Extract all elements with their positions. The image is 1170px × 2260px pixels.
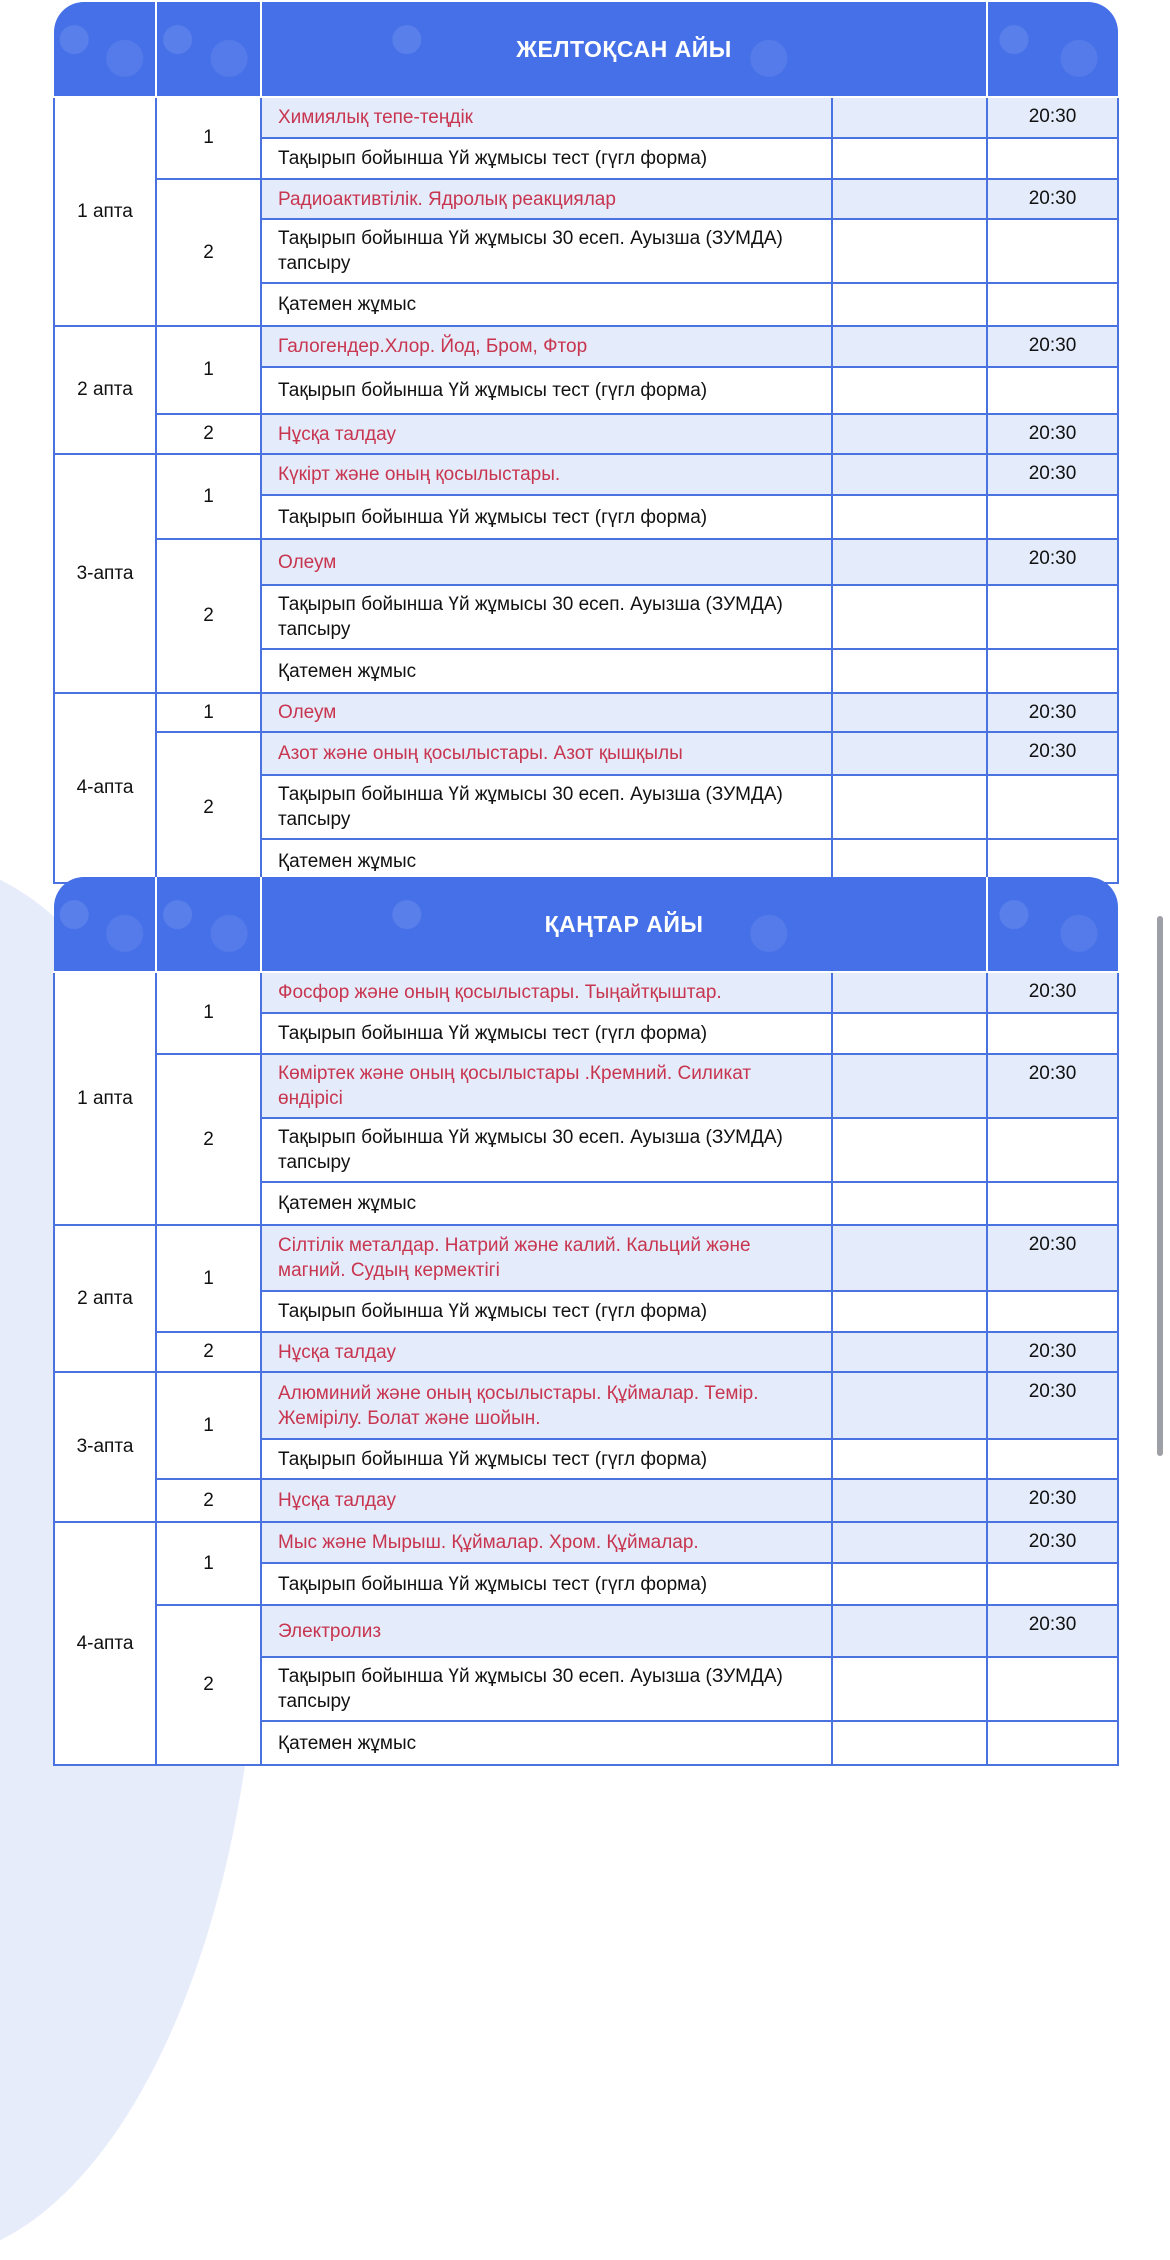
lesson-topic: Радиоактивтілік. Ядролық реакциялар: [261, 179, 832, 219]
lesson-number: 1: [156, 972, 261, 1054]
homework-text: Тақырып бойынша Үй жұмысы тест (гүгл форма): [261, 1563, 832, 1605]
lesson-time: 20:30: [987, 1225, 1118, 1291]
lesson-number: 2: [156, 414, 261, 454]
lesson-time: 20:30: [987, 97, 1118, 138]
lesson-row: [54, 1054, 1118, 1118]
lesson-number: 1: [156, 693, 261, 732]
error-work-text: Қатемен жұмыс: [261, 1721, 832, 1765]
month-header: [54, 877, 1118, 972]
lesson-row: [54, 1332, 1118, 1372]
lesson-row: [54, 1372, 1118, 1439]
homework-text: Тақырып бойынша Үй жұмысы тест (гүгл форма): [261, 495, 832, 539]
lesson-row: [54, 732, 1118, 775]
month-title: ҚАҢТАР АЙЫ: [261, 877, 987, 972]
homework-text: Тақырып бойынша Үй жұмысы 30 есеп. Ауызша (ЗУМДА) тапсыру: [261, 1118, 832, 1182]
lesson-number: 1: [156, 1225, 261, 1332]
lesson-time: 20:30: [987, 539, 1118, 585]
lesson-topic: Нұсқа талдау: [261, 414, 832, 454]
homework-text: Тақырып бойынша Үй жұмысы тест (гүгл форма): [261, 367, 832, 414]
lesson-row: [54, 1605, 1118, 1657]
lesson-row: [54, 693, 1118, 732]
week-label: 1 апта: [54, 97, 156, 326]
week-label: 1 апта: [54, 972, 156, 1225]
homework-text: Тақырып бойынша Үй жұмысы 30 есеп. Ауызша (ЗУМДА) тапсыру: [261, 1657, 832, 1721]
lesson-number: 1: [156, 1522, 261, 1605]
lesson-topic: Олеум: [261, 539, 832, 585]
lesson-row: [54, 326, 1118, 367]
lesson-time: 20:30: [987, 326, 1118, 367]
lesson-topic: Фосфор және оның қосылыстары. Тыңайтқыштар.: [261, 972, 832, 1013]
lesson-time: 20:30: [987, 1332, 1118, 1372]
week-label: 3-апта: [54, 1372, 156, 1522]
scrollbar[interactable]: [1157, 916, 1163, 1456]
lesson-time: 20:30: [987, 1605, 1118, 1657]
lesson-number: 1: [156, 454, 261, 539]
week-label: 4-апта: [54, 693, 156, 883]
december-schedule-table: [53, 2, 1119, 884]
error-work-text: Қатемен жұмыс: [261, 649, 832, 693]
lesson-row: [54, 179, 1118, 219]
lesson-topic: Алюминий және оның қосылыстары. Құймалар. Темір. Жемірілу. Болат және шойын.: [261, 1372, 832, 1439]
week-label: 4-апта: [54, 1522, 156, 1765]
lesson-number: 1: [156, 97, 261, 179]
lesson-row: [54, 97, 1118, 138]
week-label: 2 апта: [54, 326, 156, 454]
week-label: 2 апта: [54, 1225, 156, 1372]
lesson-topic: Азот және оның қосылыстары. Азот қышқылы: [261, 732, 832, 775]
error-work-text: Қатемен жұмыс: [261, 839, 832, 883]
lesson-time: 20:30: [987, 1479, 1118, 1522]
lesson-number: 2: [156, 1054, 261, 1225]
lesson-row: [54, 454, 1118, 495]
lesson-row: [54, 414, 1118, 454]
lesson-topic: Химиялық тепе-теңдік: [261, 97, 832, 138]
january-schedule-table: [53, 877, 1119, 1766]
lesson-time: 20:30: [987, 414, 1118, 454]
homework-text: Тақырып бойынша Үй жұмысы тест (гүгл форма): [261, 138, 832, 179]
lesson-time: 20:30: [987, 693, 1118, 732]
lesson-number: 2: [156, 1479, 261, 1522]
lesson-number: 2: [156, 539, 261, 693]
lesson-topic: Көміртек және оның қосылыстары .Кремний. Силикат өндірісі: [261, 1054, 832, 1118]
lesson-row: [54, 972, 1118, 1013]
lesson-number: 1: [156, 326, 261, 414]
lesson-row: [54, 1522, 1118, 1563]
lesson-time: 20:30: [987, 972, 1118, 1013]
homework-text: Тақырып бойынша Үй жұмысы 30 есеп. Ауызша (ЗУМДА) тапсыру: [261, 585, 832, 649]
lesson-topic: Күкірт және оның қосылыстары.: [261, 454, 832, 495]
homework-text: Тақырып бойынша Үй жұмысы тест (гүгл форма): [261, 1439, 832, 1479]
lesson-number: 2: [156, 1332, 261, 1372]
lesson-row: [54, 1225, 1118, 1291]
month-header: [54, 2, 1118, 97]
lesson-time: 20:30: [987, 454, 1118, 495]
homework-text: Тақырып бойынша Үй жұмысы 30 есеп. Ауызша (ЗУМДА) тапсыру: [261, 219, 832, 283]
homework-text: Тақырып бойынша Үй жұмысы тест (гүгл форма): [261, 1291, 832, 1332]
lesson-time: 20:30: [987, 1372, 1118, 1439]
month-title: ЖЕЛТОҚСАН АЙЫ: [261, 2, 987, 97]
lesson-time: 20:30: [987, 732, 1118, 775]
error-work-text: Қатемен жұмыс: [261, 1182, 832, 1225]
lesson-topic: Нұсқа талдау: [261, 1332, 832, 1372]
lesson-number: 2: [156, 732, 261, 883]
lesson-topic: Галогендер.Хлор. Йод, Бром, Фтор: [261, 326, 832, 367]
lesson-topic: Мыс және Мырыш. Құймалар. Хром. Құймалар.: [261, 1522, 832, 1563]
homework-text: Тақырып бойынша Үй жұмысы 30 есеп. Ауызша (ЗУМДА) тапсыру: [261, 775, 832, 839]
lesson-topic: Электролиз: [261, 1605, 832, 1657]
lesson-topic: Олеум: [261, 693, 832, 732]
lesson-topic: Сілтілік металдар. Натрий және калий. Кальций және магний. Судың кермектігі: [261, 1225, 832, 1291]
lesson-topic: Нұсқа талдау: [261, 1479, 832, 1522]
lesson-number: 2: [156, 179, 261, 326]
week-label: 3-апта: [54, 454, 156, 693]
lesson-row: [54, 1479, 1118, 1522]
lesson-row: [54, 539, 1118, 585]
homework-text: Тақырып бойынша Үй жұмысы тест (гүгл форма): [261, 1013, 832, 1054]
lesson-number: 1: [156, 1372, 261, 1479]
lesson-time: 20:30: [987, 1522, 1118, 1563]
lesson-time: 20:30: [987, 179, 1118, 219]
lesson-number: 2: [156, 1605, 261, 1765]
error-work-text: Қатемен жұмыс: [261, 283, 832, 326]
lesson-time: 20:30: [987, 1054, 1118, 1118]
